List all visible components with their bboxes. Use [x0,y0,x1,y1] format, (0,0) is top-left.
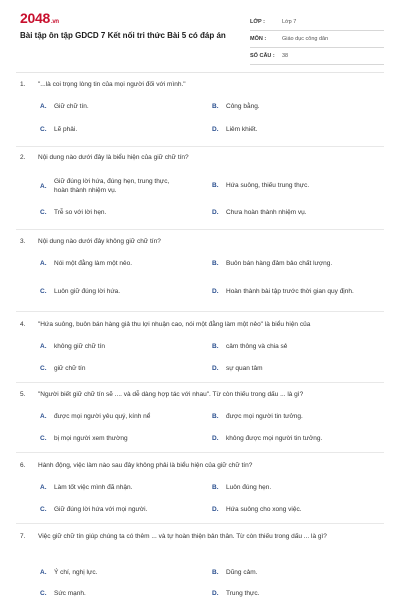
option-letter: C. [40,288,47,295]
meta-label: SỐ CÂU : [250,53,275,59]
logo-suffix: .vn [50,19,59,25]
option-letter: A. [40,343,47,350]
option-text: Chưa hoàn thành nhiệm vụ. [226,209,307,216]
option-text: Dũng cảm. [226,569,258,576]
option-a[interactable] [40,259,194,268]
question-body: Nội dung nào dưới đây không giữ chữ tín? [38,238,161,245]
question-body: Việc giữ chữ tín giúp chúng ta có thêm ... và tự hoàn thiện bản thân. Từ còn thiếu trong dấu ... là gì? [38,533,327,540]
option-text: sự quan tâm [226,365,263,372]
page-header [0,0,400,74]
option-text: Trễ so với lời hẹn. [54,209,107,216]
option-text: Giữ chữ tín. [54,103,89,110]
meta-value: Giáo dục công dân [282,36,329,42]
option-a[interactable] [40,412,194,421]
question-divider [16,146,384,147]
option-text: Nói một đằng làm một nẻo. [54,260,133,267]
option-text: cảm thông và chia sẻ [226,343,288,350]
question-text [20,461,380,471]
question-number: 2. [20,154,26,161]
option-text: không được mọi người tin tưởng. [226,435,323,442]
option-letter: A. [40,569,47,576]
option-letter: D. [212,435,219,442]
option-text: Liêm khiết. [226,126,258,133]
option-d[interactable] [212,282,358,300]
option-letter: A. [40,103,47,110]
page-title: Bài tập ôn tập GDCD 7 Kết nối tri thức Bài 5 có đáp án [20,31,226,40]
option-text: Giữ đúng lời hứa, đúng hẹn, trung thực, hoàn thành nhiệm vụ. [54,178,170,194]
option-letter: A. [40,484,47,491]
question-body: "...là coi trọng lòng tin của mọi người đối với mình." [38,81,186,88]
option-letter: B. [212,103,219,110]
option-text: Công bằng. [226,103,260,110]
option-b[interactable] [212,342,366,351]
option-letter: A. [40,260,47,267]
question-divider [16,311,384,312]
option-d[interactable] [212,364,366,373]
question-divider [16,229,384,230]
option-letter: B. [212,182,219,189]
option-letter: B. [212,260,219,267]
question-number: 6. [20,462,26,469]
question-divider [16,382,384,383]
option-text: Giữ đúng lời hứa với mọi người. [54,506,148,513]
option-text: giữ chữ tín [54,365,86,372]
option-letter: B. [212,343,219,350]
option-letter: D. [212,506,219,513]
meta-value: Lớp 7 [282,19,297,25]
option-c[interactable] [40,505,194,514]
question-text [20,320,380,330]
meta-row-subject [250,31,384,48]
option-text: không giữ chữ tín [54,343,105,350]
option-letter: A. [40,413,47,420]
option-letter: C. [40,506,47,513]
option-letter: D. [212,590,219,597]
question-text [20,237,380,247]
question-body: "Người biết giữ chữ tín sẽ .... và dễ dàng hợp tác với nhau". Từ còn thiếu trong dấu ... là gì? [38,391,304,398]
option-letter: D. [212,365,219,372]
option-b[interactable] [212,568,366,577]
option-a[interactable] [40,342,194,351]
option-d[interactable] [212,208,366,217]
meta-label: MÔN : [250,36,267,42]
meta-row-class [250,14,384,31]
option-text: Luôn giữ đúng lời hứa. [54,288,121,295]
meta-value: 38 [282,53,289,59]
option-c[interactable] [40,364,194,373]
option-letter: D. [212,209,219,216]
question-divider [16,452,384,453]
option-letter: B. [212,569,219,576]
option-text: được mọi người yêu quý, kính nể [54,413,151,420]
option-text: Hứa suông, thiếu trung thực. [226,182,310,189]
question-number: 4. [20,321,26,328]
option-d[interactable] [212,505,366,514]
option-text: Lẽ phải. [54,126,78,133]
option-letter: C. [40,365,47,372]
option-text: Hứa suông cho xong việc. [226,506,302,513]
option-d[interactable] [212,589,366,598]
meta-row-count [250,48,384,65]
logo-text: 2048 [20,10,50,26]
option-a[interactable] [40,102,194,111]
option-c[interactable] [40,434,194,443]
option-c[interactable] [40,125,194,134]
option-a[interactable] [40,568,194,577]
option-letter: C. [40,590,47,597]
option-text: Sức mạnh. [54,590,86,597]
question-body: "Hứa suông, buôn bán hàng giả thu lợi nhuận cao, nói một đằng làm một nẻo" là biểu hiện của [38,321,311,328]
question-number: 5. [20,391,26,398]
option-letter: D. [212,126,219,133]
option-text: Làm tốt việc mình đã nhận. [54,484,133,491]
option-text: Buôn bán hàng đảm bảo chất lượng. [226,260,333,267]
option-text: Trung thực. [226,590,260,597]
question-number: 3. [20,238,26,245]
option-letter: B. [212,413,219,420]
option-c[interactable] [40,208,194,217]
question-divider [16,523,384,524]
option-b[interactable] [212,181,366,190]
option-text: bị mọi người xem thường [54,435,128,442]
option-c[interactable] [40,589,194,598]
option-text: Luôn đúng hẹn. [226,484,272,491]
option-letter: A. [40,182,47,190]
meta-table [250,14,384,65]
option-c[interactable] [40,287,194,296]
question-body: Hành động, việc làm nào sau đây không phải là biểu hiện của giữ chữ tín? [38,462,253,469]
option-letter: C. [40,209,47,216]
option-b[interactable] [212,102,366,111]
question-text [20,80,380,90]
option-letter: B. [212,484,219,491]
question-text [20,532,380,542]
site-logo[interactable] [20,10,59,26]
option-d[interactable] [212,125,366,134]
header-divider [16,72,384,73]
question-text [20,390,380,400]
question-number: 7. [20,533,26,540]
option-letter: C. [40,435,47,442]
option-text: được mọi người tin tưởng. [226,413,303,420]
question-body: Nội dung nào dưới đây là biểu hiện của giữ chữ tín? [38,154,189,161]
question-text [20,153,380,163]
meta-label: LỚP : [250,19,265,25]
option-b[interactable] [212,483,366,492]
option-text: Ý chí, nghị lực. [54,569,98,576]
question-number: 1. [20,81,26,88]
option-a[interactable] [40,177,172,195]
option-b[interactable] [212,259,366,268]
option-letter: C. [40,126,47,133]
option-letter: D. [212,287,219,295]
option-a[interactable] [40,483,194,492]
option-text: Hoàn thành bài tập trước thời gian quy định. [226,287,354,295]
option-b[interactable] [212,412,366,421]
option-d[interactable] [212,434,366,443]
